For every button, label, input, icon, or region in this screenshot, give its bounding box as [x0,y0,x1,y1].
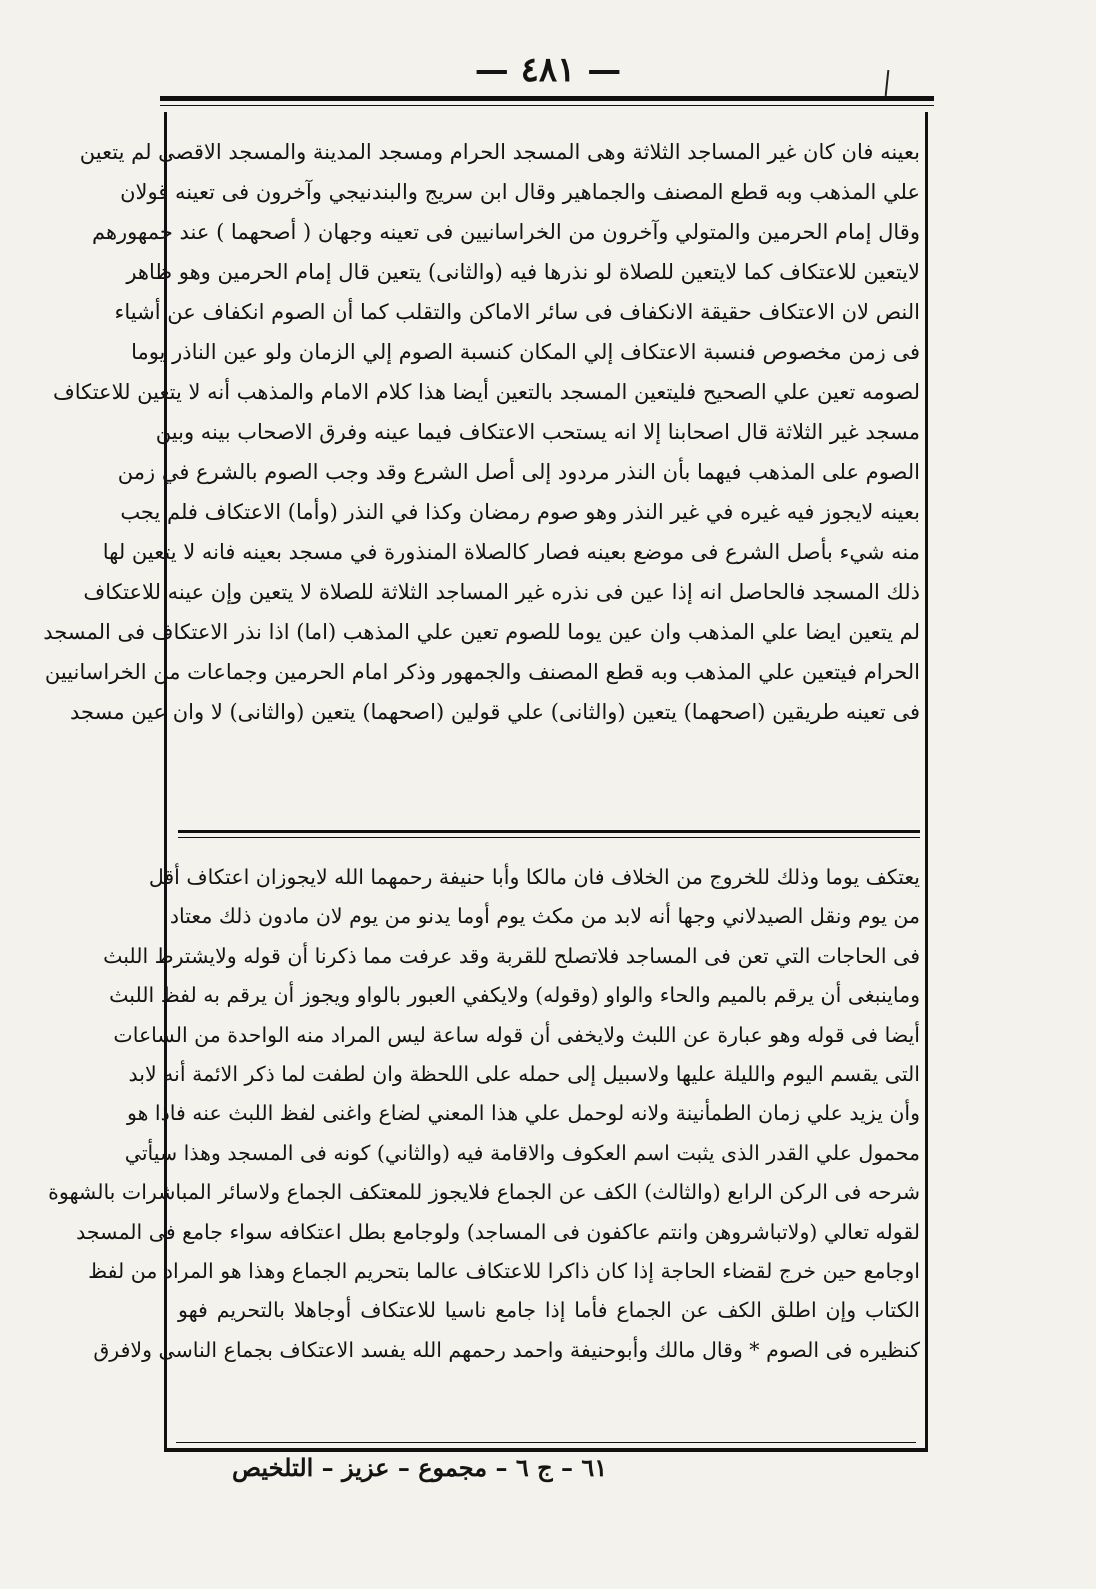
main-text-line: بعينه لايجوز فيه غيره في غير النذر وهو صوم رمضان وكذا في النذر (وأما) الاعتكاف فلم يجب [120,500,920,524]
top-rule-thin [160,105,934,106]
commentary-line: كنظيره فى الصوم * وقال مالك وأبوحنيفة واحمد رحمهم الله يفسد الاعتكاف بجماع الناسى ولافرق [93,1337,920,1362]
main-text-line: لم يتعين ايضا علي المذهب وان عين يوما للصوم تعين علي المذهب (اما) اذا نذر الاعتكاف فى المسجد [43,620,920,644]
commentary-line: أيضا فى قوله وهو عبارة عن اللبث ولايخفى أن قوله ساعة ليس المراد منه الواحدة من الساعات [113,1022,920,1047]
commentary-line: فى الحاجات التي تعن فى المساجد فلاتصلح للقربة وقد عرفت مما ذكرنا أن قوله ولايشترط اللبث [103,943,920,968]
commentary-line: محمول علي القدر الذى يثبت اسم العكوف والاقامة فيه (والثاني) كونه فى المسجد وهذا سيأتي [124,1140,920,1165]
commentary-text [48,858,920,1370]
main-text-line: لايتعين للاعتكاف كما لايتعين للصلاة لو نذرها فيه (والثانى) يتعين قال إمام الحرمين وهو ظاهر [126,260,920,284]
page-footer: ٦١ – ج ٦ – مجموع – عزيز – التلخيص [232,1453,608,1482]
section-divider-thin [178,837,920,838]
main-text-line: الحرام فيتعين علي المذهب وبه قطع المصنف والجمهور وذكر امام الحرمين وجماعات من الخراسانيين [44,660,920,684]
commentary-line: يعتكف يوما وذلك للخروج من الخلاف فان مالكا وأبا حنيفة رحمهما الله لايجوزان اعتكاف أقل [148,865,920,889]
frame-bottom-inner-line [176,1442,916,1443]
commentary-line: التى يقسم اليوم والليلة عليها ولاسبيل إلى حمله على اللحظة وان لطفت لما ذكر الائمة أنه لابد [128,1062,920,1087]
top-rule [160,96,934,101]
main-text-line: لصومه تعين علي الصحيح فليتعين المسجد بالتعين أيضا هذا كلام الامام والمذهب أنه لا يتعين للاعتكاف [52,380,920,404]
commentary-line: الكتاب وإن اطلق الكف عن الجماع فأما إذا جامع ناسيا للاعتكاف أوجاهلا بالتحريم فهو [178,1298,920,1323]
main-text-line: النص لان الاعتكاف حقيقة الانكفاف فى سائر الاماكن والتقلب كما أن الصوم انكفاف عن أشياء [114,300,920,324]
main-text-line: وقال إمام الحرمين والمتولي وآخرون من الخراسانيين فى تعينه وجهان ( أصحهما ) عند جمهورهم [91,220,920,244]
main-text-line: علي المذهب وبه قطع المصنف والجماهير وقال ابن سريج والبندنيجي وآخرون فى تعينه قولان [120,180,920,204]
main-text-line: ذلك المسجد فالحاصل انه إذا عين فى نذره غير المساجد الثلاثة للصلاة لا يتعين وإن عينه للاعتكاف [83,580,920,604]
commentary-line: شرحه فى الركن الرابع (والثالث) الكف عن الجماع فلايجوز للمعتكف الجماع ولاسائر المباشرات بالشهوة [48,1180,920,1205]
main-text [43,132,920,732]
page-number: — ٤٨١ — [474,50,622,90]
commentary-line: وماينبغى أن يرقم بالميم والحاء والواو (وقوله) ولايكفي العبور بالواو ويجوز أن يرقم به لفظ اللبث [109,983,920,1008]
main-text-line: فى زمن مخصوص فنسبة الاعتكاف إلي المكان كنسبة الصوم إلي الزمان ولو عين الناذر يوما [131,340,920,364]
section-divider [178,830,920,833]
main-text-line: الصوم على المذهب فيهما بأن النذر مردود إلى أصل الشرع وقد وجب الصوم بالشرع في زمن [117,460,920,484]
main-text-line: بعينه فان كان غير المساجد الثلاثة وهى المسجد الحرام ومسجد المدينة والمسجد الاقصى لم يتعين [79,140,920,164]
commentary-line: وأن يزيد علي زمان الطمأنينة ولانه لوحمل علي هذا المعني لضاع واغنى لفظ اللبث عنه فاذا هو [127,1101,920,1126]
commentary-line: من يوم ونقل الصيدلاني وجها أنه لابد من مكث يوم أوما يدنو من يوم لان مادون ذلك معتاد [169,904,920,929]
commentary-line: اوجامع حين خرج لقضاء الحاجة إذا كان ذاكرا للاعتكاف عالما بتحريم الجماع وهذا هو المراد من لفظ [88,1259,920,1284]
commentary-line: لقوله تعالي (ولاتباشروهن وانتم عاكفون فى المساجد) ولوجامع بطل اعتكافه سواء جامع فى المسجد [76,1219,920,1244]
main-text-line: فى تعينه طريقين (اصحهما) يتعين (والثانى) علي قولين (اصحهما) يتعين (والثانى) لا وان عين مسجد [70,700,920,724]
main-text-line: مسجد غير الثلاثة قال اصحابنا إلا انه يستحب الاعتكاف فيما عينه وفرق الاصحاب بينه وبين [155,420,920,444]
main-text-line: منه شيء بأصل الشرع فى موضع بعينه فصار كالصلاة المنذورة في مسجد بعينه فانه لا يتعين لها [102,540,920,564]
